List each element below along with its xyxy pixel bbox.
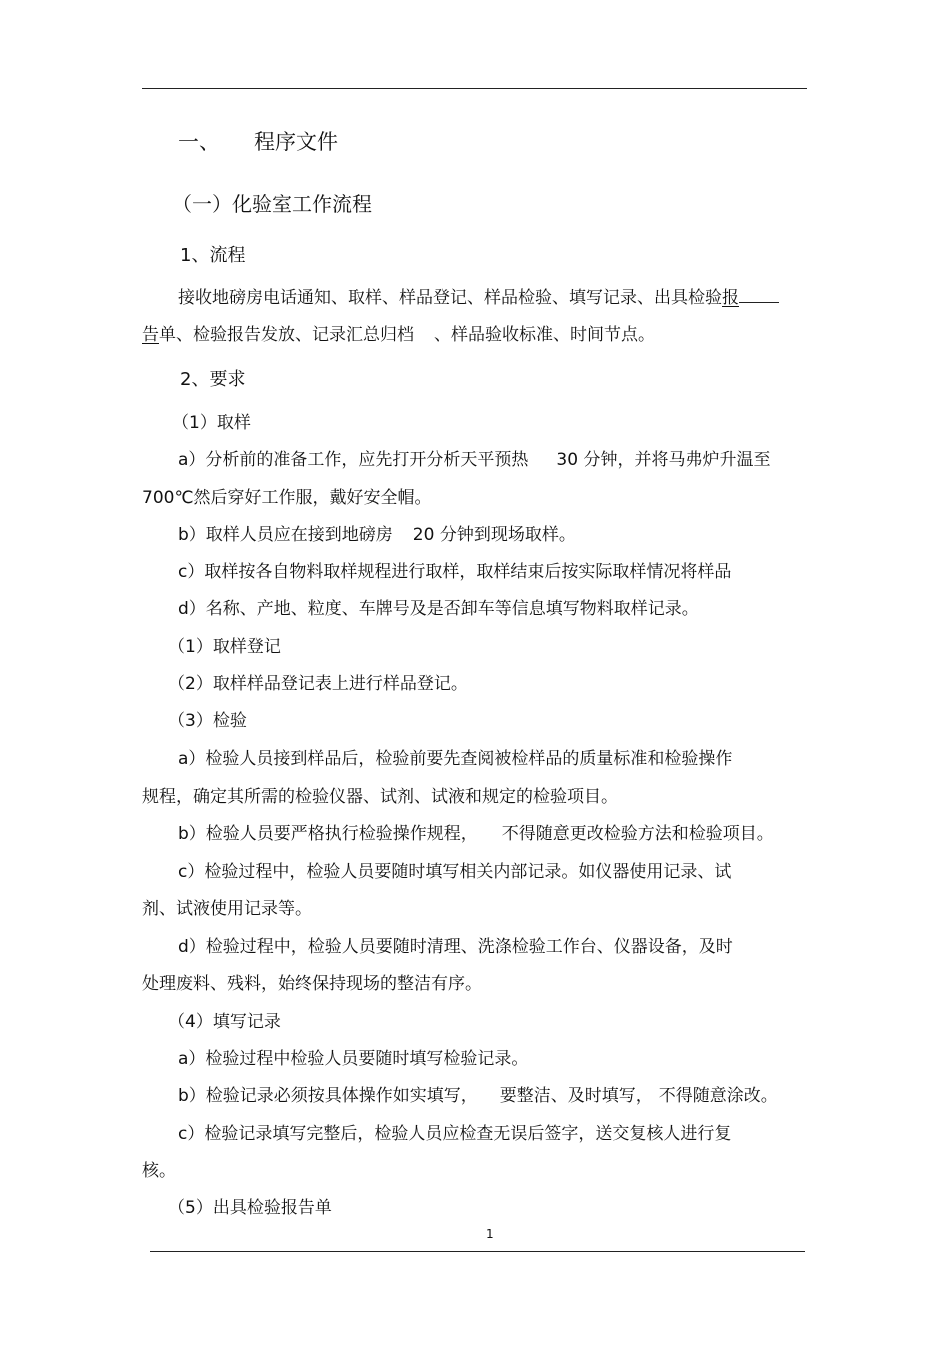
item-4b [178, 1085, 778, 1107]
item-4a: a）检验过程中检验人员要随时填写检验记录。 [178, 1049, 529, 1069]
item-issue-report: （5）出具检验报告单 [168, 1198, 332, 1218]
underlined-char: 告 [142, 325, 159, 345]
item-1a-line-2: 700℃然后穿好工作服，戴好安全帽。 [142, 488, 432, 508]
text-segment: 不得随意涂改。 [658, 1086, 778, 1106]
text-segment: 要整洁、及时填写， [499, 1086, 653, 1106]
item-3a-line-2: 规程，确定其所需的检验仪器、试剂、试液和规定的检验项目。 [142, 787, 618, 807]
text-segment: a）分析前的准备工作，应先打开分析天平预热 [178, 450, 529, 470]
heading-flow: 1、流程 [180, 245, 246, 266]
flow-paragraph-line-1 [178, 287, 779, 309]
item-sample-registration: （1）取样登记 [168, 637, 281, 657]
page-number: 1 [486, 1227, 494, 1241]
flow-text: 接收地磅房电话通知、取样、样品登记、样品检验、填写记录、出具检验 [178, 288, 722, 308]
text-segment: 20 分钟到现场取样。 [412, 525, 576, 545]
item-registration-form: （2）取样样品登记表上进行样品登记。 [168, 674, 468, 694]
text-segment: 不得随意更改检验方法和检验项目。 [501, 824, 774, 844]
section-title [178, 128, 338, 156]
subsection-title: （一）化验室工作流程 [172, 192, 372, 216]
item-1b [178, 524, 576, 546]
item-1c: c）取样按各自物料取样规程进行取样，取样结束后按实际取样情况将样品 [178, 562, 732, 582]
text-segment: 30 分钟，并将马弗炉升温至 [556, 450, 771, 470]
text-segment: b）取样人员应在接到地磅房 [178, 525, 393, 545]
item-inspection: （3）检验 [168, 711, 247, 731]
footer-rule [150, 1251, 805, 1252]
item-1a-line-1 [178, 449, 770, 471]
item-3a-line-1: a）检验人员接到样品后，检验前要先查阅被检样品的质量标准和检验操作 [178, 749, 733, 769]
item-3b [178, 823, 774, 845]
text-segment: b）检验记录必须按具体操作如实填写， [178, 1086, 478, 1106]
section-title-text: 程序文件 [254, 130, 338, 154]
underline-trail [739, 288, 779, 303]
section-number: 一、 [178, 130, 220, 154]
item-sampling: （1）取样 [172, 413, 251, 433]
flow-text-a: 单、检验报告发放、记录汇总归档 [159, 325, 414, 345]
heading-requirements: 2、要求 [180, 369, 246, 390]
item-3d-line-2: 处理废料、残料，始终保持现场的整洁有序。 [142, 974, 482, 994]
text-segment: b）检验人员要严格执行检验操作规程， [178, 824, 478, 844]
item-1d: d）名称、产地、粒度、车牌号及是否卸车等信息填写物料取样记录。 [178, 599, 699, 619]
item-4c-line-1: c）检验记录填写完整后，检验人员应检查无误后签字，送交复核人进行复 [178, 1124, 732, 1144]
item-4c-line-2: 核。 [142, 1161, 176, 1181]
flow-paragraph-line-2 [142, 324, 655, 346]
header-rule [142, 88, 807, 89]
item-fill-records: （4）填写记录 [168, 1012, 281, 1032]
item-3c-line-1: c）检验过程中，检验人员要随时填写相关内部记录。如仪器使用记录、试 [178, 862, 732, 882]
underlined-char: 报 [722, 288, 739, 308]
item-3d-line-1: d）检验过程中，检验人员要随时清理、洗涤检验工作台、仪器设备，及时 [178, 937, 733, 957]
item-3c-line-2: 剂、试液使用记录等。 [142, 899, 312, 919]
flow-text-b: 、样品验收标准、时间节点。 [434, 325, 655, 345]
